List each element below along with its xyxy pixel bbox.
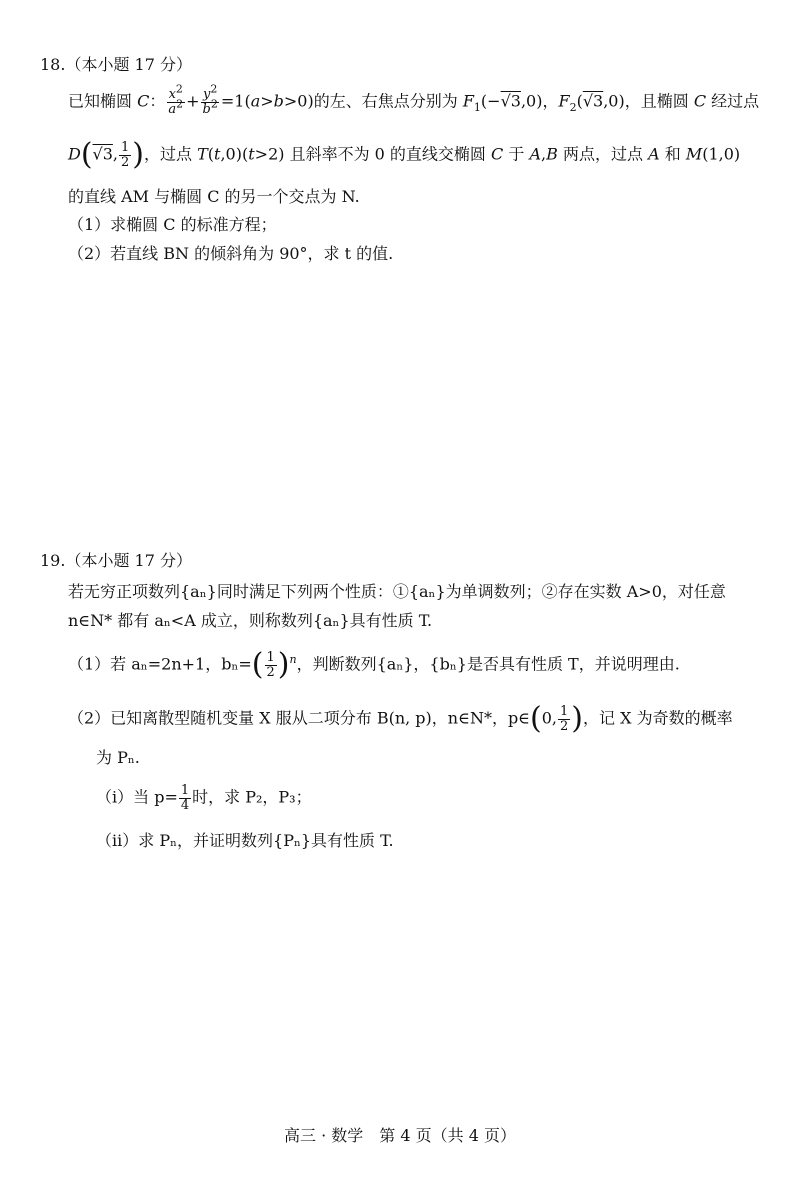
q18-text: 经过点 (706, 91, 760, 111)
q18-text: 于 (503, 144, 530, 164)
page-footer: 高三 · 数学 第 4 页（共 4 页） (284, 1126, 516, 1145)
q19-line-2: n∈N* 都有 aₙ<A 成立，则称数列{aₙ}具有性质 T. (68, 611, 433, 630)
q18-text: ，过点 (144, 144, 198, 164)
q18-text: 已知椭圆 (68, 91, 138, 111)
q18-line-2: D(√3, $\frac{1}{2}$ )，过点 T(t,0)(t>2) 且斜率不为 0 的直线交椭圆 C 于 A,B 两点，过点 A 和 M(1,0) (68, 137, 741, 172)
q18-header: 18.（本小题 17 分） (40, 55, 192, 74)
q19-header: 19.（本小题 17 分） (40, 551, 192, 570)
q19-part-2-cont: 为 Pₙ. (96, 748, 140, 767)
q19-part-1: （1）若 aₙ=2n+1，bₙ=( $\frac{1}{2}$ )$^n$，判断数列{aₙ}，{bₙ}是否具有性质 T，并说明理由. (68, 647, 680, 682)
fraction-y2-b2: $\frac{y^2}{b^2}$ (202, 82, 218, 117)
q18-line-1: 已知椭圆 C： $\frac{x^2}{a^2}$ + $\frac{y^2}{b^2}$ =1(a>b>0)的左、右焦点分别为 $F_1(-√3,0)$，$F_2(√3,0)$，且椭圆 C 经过点 (68, 82, 760, 117)
q18-text: 且斜率不为 0 的直线交椭圆 (284, 144, 492, 164)
fraction-one-quarter: $\frac{1}{4}$ (180, 783, 190, 813)
q19-line-1: 若无穷正项数列{aₙ}同时满足下列两个性质：①{aₙ}为单调数列；②存在实数 A>0，对任意 (68, 582, 726, 601)
q18-line-3: 的直线 AM 与椭圆 C 的另一个交点为 N. (68, 187, 360, 206)
q19-text: ，判断数列{aₙ}，{bₙ}是否具有性质 T，并说明理由. (296, 654, 680, 674)
fraction-x2-a2: $\frac{x^2}{a^2}$ (168, 82, 184, 117)
q18-text: ，且椭圆 (624, 91, 694, 111)
q18-part-1: （1）求椭圆 C 的标准方程； (68, 215, 277, 234)
q19-part-2: （2）已知离散型随机变量 X 服从二项分布 B(n, p)，n∈N*，p∈(0, $\frac{1}{2}$ )，记 X 为奇数的概率 (68, 701, 733, 736)
q19-text: 时，求 P₂，P₃； (192, 787, 312, 807)
q19-text: （ⅰ）当 p= (96, 787, 178, 807)
fraction-one-half: $\frac{1}{2}$ (266, 649, 275, 680)
q18-part-2: （2）若直线 BN 的倾斜角为 90°，求 t 的值. (68, 244, 394, 263)
fraction-one-half: $\frac{1}{2}$ (560, 703, 569, 734)
q19-text: ，记 X 为奇数的概率 (583, 708, 733, 728)
q18-text: 和 (659, 144, 686, 164)
math: C (137, 91, 150, 111)
q19-text: （1）若 aₙ=2n+1，bₙ= (68, 654, 252, 674)
fraction-one-half: $\frac{1}{2}$ (121, 139, 130, 170)
q19-text: （2）已知离散型随机变量 X 服从二项分布 B(n, p)，n∈N*，p∈ (68, 708, 531, 728)
q18-text: 两点，过点 (557, 144, 649, 164)
q19-part-2-ii: （ⅱ）求 Pₙ，并证明数列{Pₙ}具有性质 T. (96, 831, 394, 850)
q19-part-2-i (96, 784, 312, 812)
q18-text: 的左、右焦点分别为 (313, 91, 463, 111)
